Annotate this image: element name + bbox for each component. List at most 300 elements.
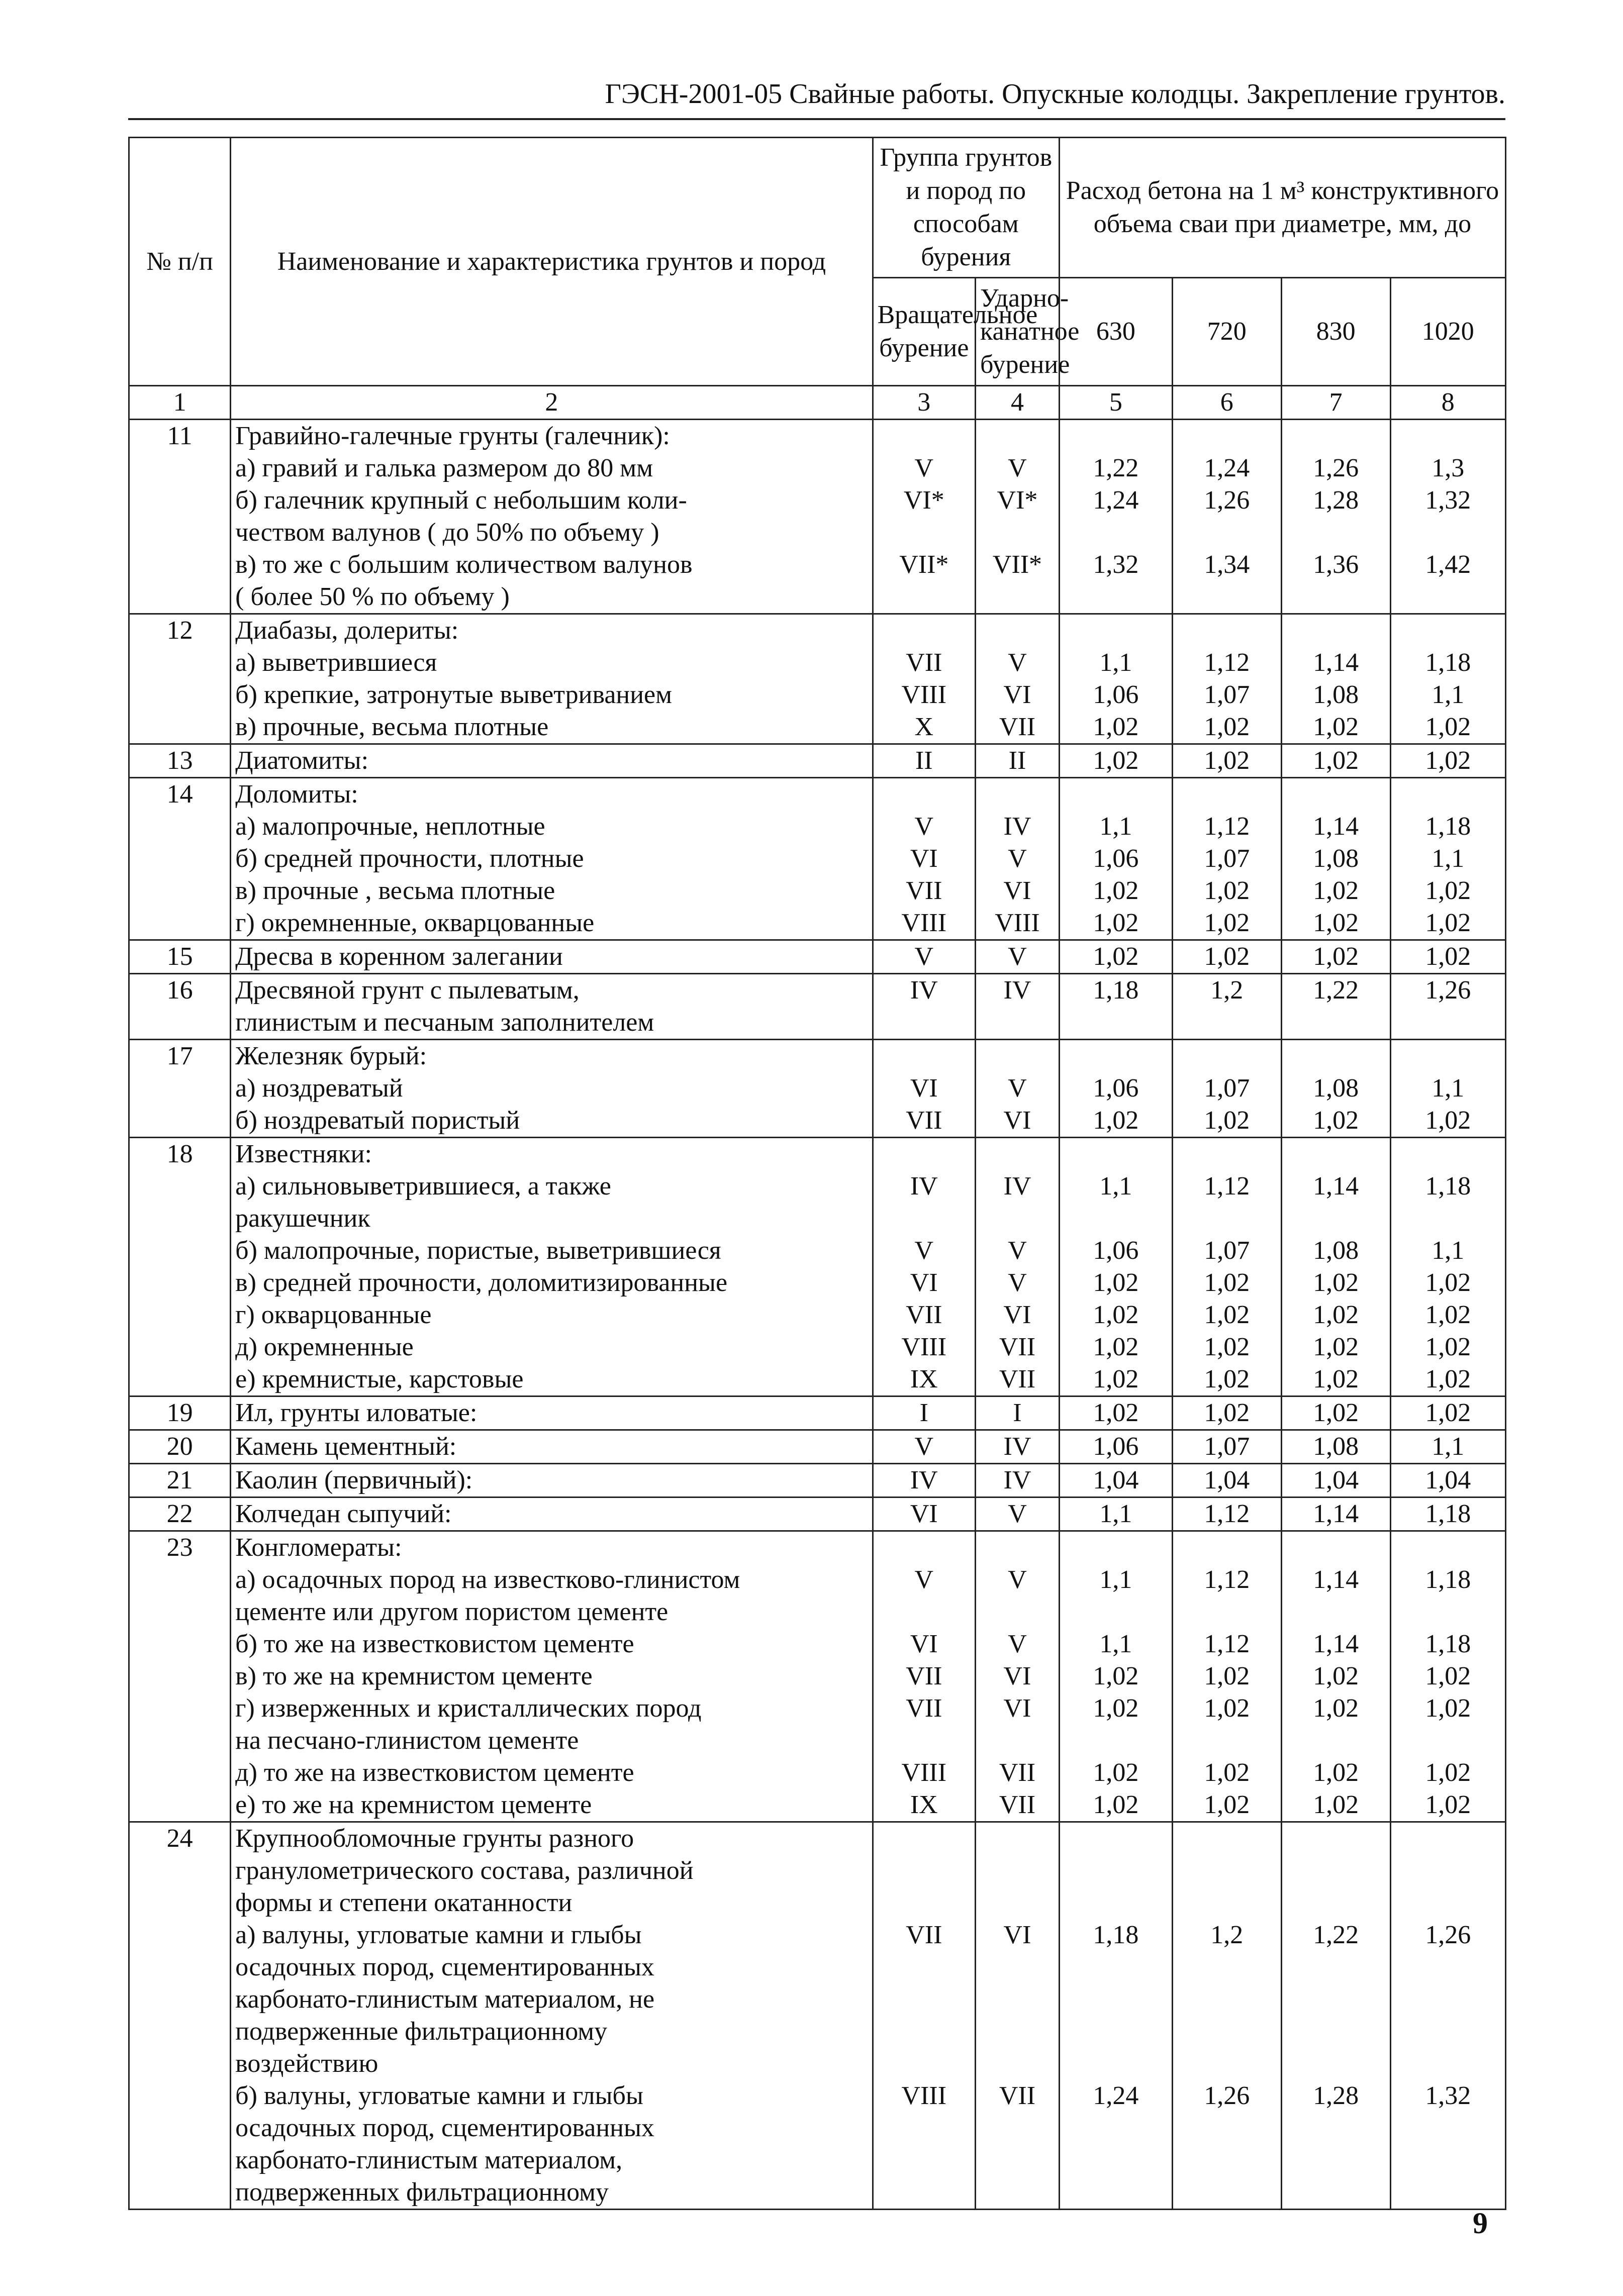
rotary-group: VII — [906, 1921, 942, 1949]
value-830 — [1286, 1823, 1386, 1855]
value-630 — [1064, 517, 1168, 549]
table-row — [129, 1498, 1506, 1531]
rotary-group — [878, 1951, 971, 1983]
rotary-group: IV — [910, 976, 938, 1005]
soil-name: г) окварцованные — [235, 1301, 432, 1329]
value-1020 — [1395, 1887, 1501, 1919]
header-percussion: Ударно-канатное бурение — [976, 278, 1060, 386]
percussion-group — [980, 1951, 1055, 1983]
percussion-group-cell — [976, 778, 1060, 940]
value-630: 1,06 — [1093, 1074, 1139, 1103]
rotary-group: VI — [910, 1074, 938, 1103]
value-1020-cell — [1390, 1396, 1505, 1430]
value-1020: 1,18 — [1425, 1565, 1471, 1594]
soil-name: в) прочные, весьма плотные — [235, 713, 549, 741]
rotary-group-cell — [873, 1822, 975, 2210]
value-830: 1,02 — [1313, 746, 1359, 775]
header-rotary: Вращательное бурение — [873, 278, 975, 386]
value-1020 — [1395, 1983, 1501, 2016]
soil-name: б) то же на известковистом цементе — [235, 1630, 634, 1658]
value-630: 1,02 — [1093, 1399, 1139, 1427]
value-830-cell — [1281, 1498, 1390, 1531]
percussion-group: VI — [1003, 876, 1031, 905]
rotary-group — [878, 778, 971, 811]
value-720: 1,02 — [1204, 1365, 1250, 1393]
percussion-group — [980, 1596, 1055, 1628]
value-1020: 1,42 — [1425, 550, 1471, 579]
value-720: 1,12 — [1204, 812, 1250, 841]
row-number: 17 — [129, 1040, 231, 1138]
rotary-group: VII — [906, 648, 942, 677]
percussion-group: VI — [1003, 1694, 1031, 1723]
percussion-group — [980, 615, 1055, 647]
value-830 — [1286, 2112, 1386, 2144]
value-630: 1,02 — [1093, 909, 1139, 937]
rotary-group: IX — [910, 1365, 938, 1393]
percussion-group: V — [1008, 1268, 1027, 1297]
value-720 — [1177, 1823, 1277, 1855]
value-830-cell — [1281, 1822, 1390, 2210]
value-720: 1,07 — [1204, 680, 1250, 709]
soil-name: а) валуны, угловатые камни и глыбы — [235, 1921, 642, 1949]
soil-name-cell — [231, 1138, 873, 1396]
rotary-group — [878, 2176, 971, 2209]
soil-name: а) гравий и галька размером до 80 мм — [235, 454, 653, 482]
percussion-group — [980, 517, 1055, 549]
soil-name: а) осадочных пород на известково-глинистом — [235, 1565, 740, 1594]
value-830 — [1286, 2176, 1386, 2209]
value-1020 — [1395, 1823, 1501, 1855]
value-630-cell — [1059, 744, 1172, 778]
soil-name-cell — [231, 974, 873, 1040]
value-720-cell — [1172, 974, 1281, 1040]
soil-name: б) малопрочные, пористые, выветрившиеся — [235, 1236, 721, 1265]
value-1020: 1,02 — [1425, 1758, 1471, 1787]
value-720 — [1177, 581, 1277, 613]
rotary-group-cell — [873, 420, 975, 614]
value-1020: 1,02 — [1425, 876, 1471, 905]
value-630: 1,02 — [1093, 1790, 1139, 1819]
value-720: 1,07 — [1204, 1432, 1250, 1461]
soil-name: Диатомиты: — [235, 746, 369, 775]
value-1020-cell — [1390, 614, 1505, 744]
table-row — [129, 614, 1506, 744]
table-row — [129, 1464, 1506, 1498]
value-1020: 1,26 — [1425, 1921, 1471, 1949]
table-row — [129, 1822, 1506, 2210]
percussion-group-cell — [976, 420, 1060, 614]
value-830: 1,08 — [1313, 680, 1359, 709]
rotary-group-cell — [873, 1464, 975, 1498]
value-1020-cell — [1390, 940, 1505, 974]
value-720 — [1177, 420, 1277, 452]
value-720 — [1177, 2048, 1277, 2080]
percussion-group — [980, 1887, 1055, 1919]
value-720-cell — [1172, 1396, 1281, 1430]
percussion-group: VI* — [997, 486, 1038, 515]
value-720: 1,2 — [1210, 976, 1244, 1005]
value-630: 1,02 — [1093, 1333, 1139, 1361]
percussion-group: VI — [1003, 1921, 1031, 1949]
page-header: ГЭСН-2001-05 Свайные работы. Опускные колодцы. Закрепление грунтов. — [128, 70, 1505, 120]
percussion-group: VIII — [995, 909, 1040, 937]
soil-name-cell — [231, 1464, 873, 1498]
table-row — [129, 1430, 1506, 1464]
row-number: 13 — [129, 744, 231, 778]
value-630 — [1064, 1532, 1168, 1564]
rotary-group-cell — [873, 614, 975, 744]
rotary-group-cell — [873, 1531, 975, 1822]
value-830: 1,02 — [1313, 909, 1359, 937]
value-1020: 1,02 — [1425, 1333, 1471, 1361]
soil-name: глинистым и песчаным заполнителем — [235, 1008, 654, 1037]
soil-name: б) галечник крупный с небольшим коли- — [235, 486, 687, 515]
header-d720: 720 — [1172, 278, 1281, 386]
value-630-cell — [1059, 1464, 1172, 1498]
value-830-cell — [1281, 1138, 1390, 1396]
rotary-group: X — [914, 713, 934, 741]
value-1020: 1,32 — [1425, 486, 1471, 515]
value-720 — [1177, 1040, 1277, 1072]
rotary-group: VIII — [901, 1758, 947, 1787]
rotary-group — [878, 1203, 971, 1235]
value-630: 1,18 — [1093, 976, 1139, 1005]
row-number: 19 — [129, 1396, 231, 1430]
value-630 — [1064, 1951, 1168, 1983]
value-630-cell — [1059, 1430, 1172, 1464]
value-830: 1,02 — [1313, 1106, 1359, 1135]
value-630: 1,22 — [1093, 454, 1139, 482]
value-720-cell — [1172, 1430, 1281, 1464]
value-720-cell — [1172, 1498, 1281, 1531]
value-830: 1,28 — [1313, 2081, 1359, 2110]
soil-name: чеством валунов ( до 50% по объему ) — [235, 518, 659, 547]
percussion-group-cell — [976, 1822, 1060, 2210]
value-720: 1,02 — [1204, 909, 1250, 937]
value-1020-cell — [1390, 1040, 1505, 1138]
value-630: 1,1 — [1099, 1565, 1132, 1594]
value-1020 — [1395, 778, 1501, 811]
soil-name: Крупнообломочные грунты разного — [235, 1824, 634, 1853]
value-720-cell — [1172, 1040, 1281, 1138]
value-720: 1,02 — [1204, 1399, 1250, 1427]
value-630-cell — [1059, 1138, 1172, 1396]
soil-name-cell — [231, 778, 873, 940]
value-1020 — [1395, 1532, 1501, 1564]
value-630 — [1064, 615, 1168, 647]
value-1020: 1,1 — [1431, 680, 1465, 709]
rotary-group — [878, 1725, 971, 1757]
row-number: 16 — [129, 974, 231, 1040]
value-720-cell — [1172, 420, 1281, 614]
rotary-group-cell — [873, 1138, 975, 1396]
value-1020: 1,18 — [1425, 1630, 1471, 1658]
rotary-group: V — [914, 1432, 934, 1461]
value-630 — [1064, 1983, 1168, 2016]
value-830: 1,02 — [1313, 1790, 1359, 1819]
soil-name: а) выветрившиеся — [235, 648, 437, 677]
soil-name: формы и степени окатанности — [235, 1888, 572, 1917]
soil-name: Ил, грунты иловатые: — [235, 1399, 478, 1427]
percussion-group: V — [1008, 1565, 1027, 1594]
table-row — [129, 744, 1506, 778]
soil-name: ( более 50 % по объему ) — [235, 582, 510, 611]
soil-name: б) крепкие, затронутые выветриванием — [235, 680, 673, 709]
page-number: 9 — [1473, 2207, 1488, 2240]
value-1020: 1,1 — [1431, 1432, 1465, 1461]
value-830 — [1286, 2016, 1386, 2048]
value-720: 1,26 — [1204, 2081, 1250, 2110]
rotary-group-cell — [873, 940, 975, 974]
value-1020: 1,3 — [1431, 454, 1465, 482]
soil-name: Конгломераты: — [235, 1533, 402, 1562]
value-1020: 1,02 — [1425, 909, 1471, 937]
value-830-cell — [1281, 1430, 1390, 1464]
percussion-group: VII — [999, 713, 1036, 741]
value-830: 1,22 — [1313, 1921, 1359, 1949]
value-830: 1,04 — [1313, 1466, 1359, 1494]
value-1020 — [1395, 1138, 1501, 1170]
value-720 — [1177, 1951, 1277, 1983]
soil-name: подверженные фильтрационному — [235, 2017, 608, 2046]
soil-name: е) то же на кремнистом цементе — [235, 1790, 592, 1819]
soil-name: в) то же на кремнистом цементе — [235, 1662, 593, 1690]
percussion-group — [980, 1040, 1055, 1072]
value-830: 1,08 — [1313, 844, 1359, 873]
value-1020: 1,02 — [1425, 1268, 1471, 1297]
value-630: 1,02 — [1093, 1694, 1139, 1723]
value-1020 — [1395, 615, 1501, 647]
soil-name: Дресвяной грунт с пылеватым, — [235, 976, 580, 1005]
value-1020: 1,02 — [1425, 1301, 1471, 1329]
value-830: 1,02 — [1313, 1694, 1359, 1723]
percussion-group-cell — [976, 1040, 1060, 1138]
value-830-cell — [1281, 1531, 1390, 1822]
percussion-group — [980, 2112, 1055, 2144]
value-830-cell — [1281, 614, 1390, 744]
value-830: 1,08 — [1313, 1074, 1359, 1103]
rotary-group: VIII — [901, 909, 947, 937]
value-830: 1,02 — [1313, 1662, 1359, 1690]
rotary-group — [878, 1040, 971, 1072]
soil-name: осадочных пород, сцементированных — [235, 2114, 654, 2142]
soil-name-cell — [231, 420, 873, 614]
value-1020: 1,02 — [1425, 1662, 1471, 1690]
value-720-cell — [1172, 744, 1281, 778]
value-630: 1,06 — [1093, 1432, 1139, 1461]
percussion-group: IV — [1003, 1466, 1031, 1494]
value-1020: 1,1 — [1431, 1074, 1465, 1103]
percussion-group — [980, 1823, 1055, 1855]
percussion-group — [980, 2016, 1055, 2048]
value-720: 1,02 — [1204, 1106, 1250, 1135]
table-row — [129, 420, 1506, 614]
rotary-group: VI — [910, 1630, 938, 1658]
value-630: 1,02 — [1093, 1268, 1139, 1297]
value-830 — [1286, 1725, 1386, 1757]
value-720: 1,02 — [1204, 1694, 1250, 1723]
value-630 — [1064, 1138, 1168, 1170]
rotary-group-cell — [873, 1430, 975, 1464]
value-630 — [1064, 1823, 1168, 1855]
percussion-group-cell — [976, 1138, 1060, 1396]
rotary-group-cell — [873, 744, 975, 778]
value-630 — [1064, 2112, 1168, 2144]
rotary-group: IV — [910, 1172, 938, 1201]
value-830: 1,02 — [1313, 876, 1359, 905]
percussion-group: V — [1008, 1236, 1027, 1265]
value-720 — [1177, 1532, 1277, 1564]
table-row — [129, 1138, 1506, 1396]
rotary-group — [878, 2048, 971, 2080]
value-630 — [1064, 1596, 1168, 1628]
value-630: 1,02 — [1093, 713, 1139, 741]
rotary-group-cell — [873, 974, 975, 1040]
value-830-cell — [1281, 420, 1390, 614]
header-d830: 830 — [1281, 278, 1390, 386]
value-1020-cell — [1390, 1822, 1505, 2210]
percussion-group: V — [1008, 1074, 1027, 1103]
value-630-cell — [1059, 614, 1172, 744]
value-720: 1,07 — [1204, 1236, 1250, 1265]
rotary-group — [878, 2016, 971, 2048]
value-630 — [1064, 2016, 1168, 2048]
value-720 — [1177, 1007, 1277, 1039]
column-number: 2 — [231, 386, 873, 420]
value-630 — [1064, 581, 1168, 613]
percussion-group: VII — [999, 1790, 1036, 1819]
value-830 — [1286, 1951, 1386, 1983]
row-number: 23 — [129, 1531, 231, 1822]
value-1020 — [1395, 2144, 1501, 2176]
value-630: 1,24 — [1093, 2081, 1139, 2110]
value-720 — [1177, 2016, 1277, 2048]
percussion-group — [980, 2048, 1055, 2080]
percussion-group: V — [1008, 648, 1027, 677]
value-830 — [1286, 778, 1386, 811]
rotary-group: V — [914, 1565, 934, 1594]
value-720: 1,07 — [1204, 1074, 1250, 1103]
soil-name: д) окремненные — [235, 1333, 414, 1361]
soil-name-cell — [231, 1498, 873, 1531]
value-830 — [1286, 581, 1386, 613]
value-720-cell — [1172, 1531, 1281, 1822]
soil-name: Диабазы, долериты: — [235, 616, 459, 645]
column-number: 5 — [1059, 386, 1172, 420]
value-1020: 1,02 — [1425, 1365, 1471, 1393]
percussion-group: IV — [1003, 1432, 1031, 1461]
value-630 — [1064, 420, 1168, 452]
soil-name: Известняки: — [235, 1140, 372, 1168]
soil-name: в) то же с большим количеством валунов — [235, 550, 693, 579]
percussion-group: VI — [1003, 1106, 1031, 1135]
rotary-group-cell — [873, 778, 975, 940]
rotary-group: VII — [906, 876, 942, 905]
rotary-group-cell — [873, 1498, 975, 1531]
value-630: 1,02 — [1093, 1106, 1139, 1135]
value-720: 1,12 — [1204, 1172, 1250, 1201]
row-number: 15 — [129, 940, 231, 974]
value-630: 1,1 — [1099, 1630, 1132, 1658]
value-1020: 1,02 — [1425, 1790, 1471, 1819]
rotary-group — [878, 615, 971, 647]
soil-name: на песчано-глинистом цементе — [235, 1726, 579, 1755]
value-630-cell — [1059, 1040, 1172, 1138]
value-1020: 1,32 — [1425, 2081, 1471, 2110]
rotary-group-cell — [873, 1040, 975, 1138]
value-720 — [1177, 1596, 1277, 1628]
value-1020 — [1395, 1855, 1501, 1887]
value-830: 1,02 — [1313, 1268, 1359, 1297]
value-830 — [1286, 1532, 1386, 1564]
value-630: 1,06 — [1093, 680, 1139, 709]
value-830 — [1286, 1983, 1386, 2016]
value-720 — [1177, 1725, 1277, 1757]
value-830: 1,02 — [1313, 942, 1359, 971]
soil-name: Гравийно-галечные грунты (галечник): — [235, 422, 670, 450]
value-720-cell — [1172, 1464, 1281, 1498]
percussion-group — [980, 1855, 1055, 1887]
rotary-group — [878, 1596, 971, 1628]
value-720: 1,04 — [1204, 1466, 1250, 1494]
value-720: 1,12 — [1204, 1500, 1250, 1528]
value-720 — [1177, 1887, 1277, 1919]
soil-name: ракушечник — [235, 1204, 370, 1233]
percussion-group: V — [1008, 1500, 1027, 1528]
soil-name: Железняк бурый: — [235, 1042, 427, 1070]
value-1020: 1,02 — [1425, 1399, 1471, 1427]
rotary-group: VII — [906, 1694, 942, 1723]
value-1020-cell — [1390, 1138, 1505, 1396]
soil-name: д) то же на известковистом цементе — [235, 1758, 634, 1787]
value-720: 1,02 — [1204, 1662, 1250, 1690]
value-630: 1,02 — [1093, 746, 1139, 775]
soil-name: а) ноздреватый — [235, 1074, 403, 1103]
value-830-cell — [1281, 974, 1390, 1040]
value-1020: 1,04 — [1425, 1466, 1471, 1494]
rotary-group — [878, 1983, 971, 2016]
rotary-group — [878, 581, 971, 613]
table-row — [129, 778, 1506, 940]
table-row — [129, 974, 1506, 1040]
rotary-group: I — [919, 1399, 928, 1427]
rotary-group — [878, 1887, 971, 1919]
rotary-group: VII — [906, 1662, 942, 1690]
rotary-group — [878, 420, 971, 452]
row-number: 20 — [129, 1430, 231, 1464]
value-720 — [1177, 2176, 1277, 2209]
soil-name: б) ноздреватый пористый — [235, 1106, 520, 1135]
value-830 — [1286, 1887, 1386, 1919]
value-1020: 1,18 — [1425, 1500, 1471, 1528]
percussion-group: VII — [999, 1365, 1036, 1393]
row-number: 14 — [129, 778, 231, 940]
header-name: Наименование и характеристика грунтов и пород — [231, 138, 873, 386]
value-1020 — [1395, 1203, 1501, 1235]
row-number: 11 — [129, 420, 231, 614]
rotary-group: V — [914, 812, 934, 841]
value-1020: 1,02 — [1425, 746, 1471, 775]
soil-name: е) кремнистые, карстовые — [235, 1365, 524, 1393]
percussion-group — [980, 2144, 1055, 2176]
value-720 — [1177, 1203, 1277, 1235]
value-630: 1,18 — [1093, 1921, 1139, 1949]
value-720: 1,12 — [1204, 1630, 1250, 1658]
percussion-group-cell — [976, 614, 1060, 744]
row-number: 22 — [129, 1498, 231, 1531]
percussion-group: II — [1008, 746, 1026, 775]
soil-name-cell — [231, 1531, 873, 1822]
